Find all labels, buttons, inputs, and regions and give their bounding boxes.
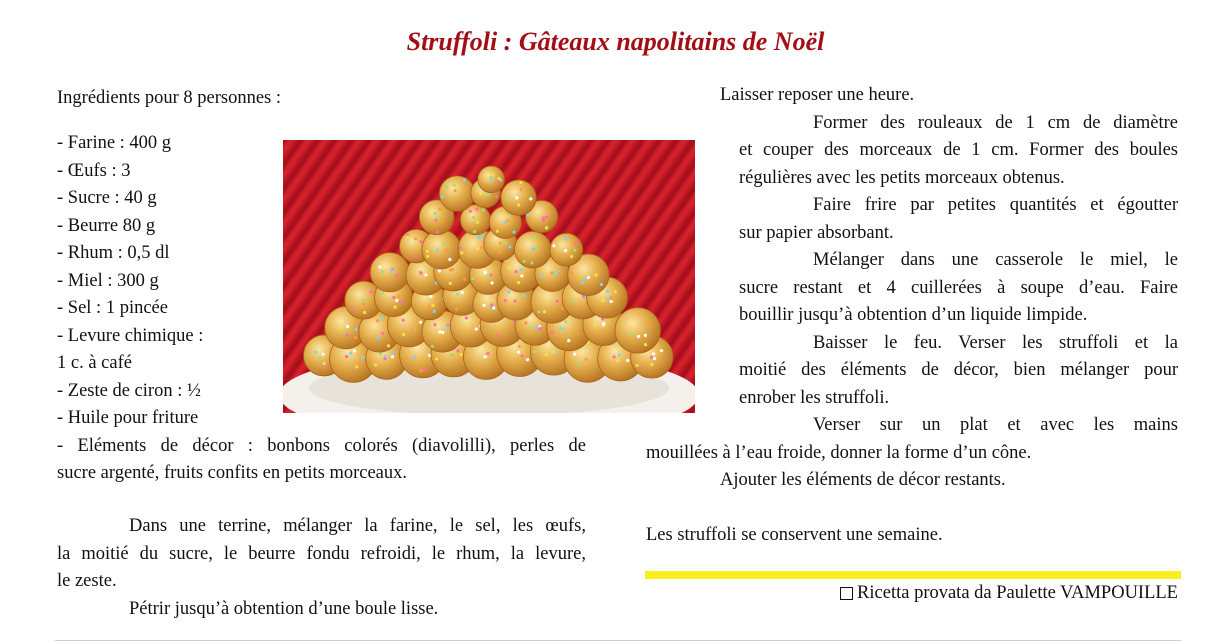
sprinkle xyxy=(539,274,542,277)
sprinkle xyxy=(650,363,653,366)
sprinkle xyxy=(660,349,663,352)
sprinkle xyxy=(587,276,590,279)
recipe-credit xyxy=(840,580,1178,608)
sprinkle xyxy=(529,197,532,200)
sprinkle xyxy=(414,255,417,258)
sprinkle xyxy=(595,274,598,277)
bottom-divider xyxy=(55,640,1181,641)
highlight-bar xyxy=(645,571,1181,579)
sprinkle xyxy=(545,226,548,229)
step-rest: Laisser reposer une heure. xyxy=(720,85,915,105)
sprinkle xyxy=(424,273,427,276)
sprinkle xyxy=(552,351,555,354)
sprinkle xyxy=(355,365,358,368)
sprinkle xyxy=(535,246,538,249)
sprinkle xyxy=(370,290,373,293)
sprinkle xyxy=(637,335,640,338)
sprinkle xyxy=(533,236,536,239)
sprinkle xyxy=(419,369,422,372)
sprinkle xyxy=(577,362,580,365)
sprinkle xyxy=(345,355,348,358)
sprinkle xyxy=(517,351,520,354)
sprinkle xyxy=(395,274,398,277)
sprinkle xyxy=(648,321,651,324)
sprinkle xyxy=(438,330,441,333)
ingredient-item: - Farine : 400 g xyxy=(57,133,172,153)
struffoli-ball xyxy=(439,176,474,211)
step-honey-line: sucre restant et 4 cuillerées à soupe d’eau. Faire xyxy=(739,277,1178,298)
sprinkle xyxy=(392,351,395,354)
sprinkle xyxy=(379,352,382,355)
sprinkle xyxy=(653,357,656,360)
sprinkle xyxy=(530,261,533,264)
sprinkle xyxy=(381,317,384,320)
step-shape-line: régulières avec les petits morceaux obtenus. xyxy=(739,167,1065,188)
sprinkle xyxy=(652,352,655,355)
sprinkle xyxy=(486,352,489,355)
sprinkle xyxy=(435,357,438,360)
sprinkle xyxy=(564,249,567,252)
sprinkle xyxy=(445,185,448,188)
decor-line: sucre argenté, fruits confits en petits morceaux. xyxy=(57,463,408,483)
sprinkle xyxy=(556,300,559,303)
sprinkle xyxy=(545,216,548,219)
sprinkle xyxy=(456,292,459,295)
sprinkle xyxy=(387,344,390,347)
sprinkle xyxy=(570,272,573,275)
sprinkle xyxy=(407,313,410,316)
sprinkle xyxy=(507,290,510,293)
sprinkle xyxy=(515,196,518,199)
sprinkle xyxy=(504,221,507,224)
sprinkle xyxy=(610,300,613,303)
step-mix-line: le zeste. xyxy=(57,571,117,591)
step-honey-line: bouillir jusqu’à obtention d’un liquide limpide. xyxy=(739,305,1088,325)
sprinkle xyxy=(453,189,456,192)
sprinkle xyxy=(391,269,394,272)
step-finish: Ajouter les éléments de décor restants. xyxy=(720,470,1006,490)
step-fry-line: sur papier absorbant. xyxy=(739,222,894,243)
sprinkle xyxy=(472,216,475,219)
sprinkle xyxy=(520,268,523,271)
sprinkle xyxy=(438,207,441,210)
sprinkle xyxy=(496,334,499,337)
sprinkle xyxy=(393,306,396,309)
sprinkle xyxy=(443,242,446,245)
sprinkle xyxy=(495,195,498,198)
sprinkle xyxy=(459,246,462,249)
sprinkle xyxy=(465,316,468,319)
sprinkle xyxy=(463,278,466,281)
sprinkle xyxy=(473,230,476,233)
sprinkle xyxy=(506,198,509,201)
sprinkle xyxy=(520,274,523,277)
sprinkle xyxy=(436,249,439,252)
sprinkle xyxy=(480,246,483,249)
sprinkle xyxy=(361,356,364,359)
struffoli-ball xyxy=(615,308,660,353)
sprinkle xyxy=(490,176,493,179)
step-knead: Pétrir jusqu’à obtention d’une boule lisse. xyxy=(129,598,439,619)
sprinkle xyxy=(613,355,616,358)
ingredient-item: 1 c. à café xyxy=(57,353,132,373)
sprinkle xyxy=(475,327,478,330)
sprinkle xyxy=(377,336,380,339)
sprinkle xyxy=(383,357,386,360)
ingredient-item: - Sucre : 40 g xyxy=(57,188,157,208)
sprinkle xyxy=(504,241,507,244)
sprinkle xyxy=(381,332,384,335)
sprinkle xyxy=(469,210,472,213)
sprinkle xyxy=(573,352,576,355)
sprinkle xyxy=(585,358,588,361)
sprinkle xyxy=(517,281,520,284)
sprinkle xyxy=(563,328,566,331)
recipe-title: Struffoli : Gâteaux napolitains de Noël xyxy=(406,27,825,56)
sprinkle xyxy=(456,349,459,352)
step-mix-line: la moitié du sucre, le beurre fondu refroidi, le rhum, la levure, xyxy=(57,543,586,564)
sprinkle xyxy=(346,325,349,328)
sprinkle xyxy=(496,230,499,233)
sprinkle xyxy=(314,351,317,354)
struffoli-photo xyxy=(283,140,695,413)
decor-line: - Eléments de décor : bonbons colorés (diavolilli), perles de xyxy=(57,435,586,456)
sprinkle xyxy=(492,306,495,309)
sprinkle xyxy=(550,272,553,275)
sprinkle xyxy=(614,290,617,293)
sprinkle xyxy=(558,272,561,275)
sprinkle xyxy=(363,311,366,314)
sprinkle xyxy=(573,249,576,252)
sprinkle xyxy=(431,345,434,348)
ingredient-item: - Sel : 1 pincée xyxy=(57,298,168,318)
sprinkle xyxy=(490,281,493,284)
sprinkle xyxy=(453,183,456,186)
sprinkle xyxy=(499,242,502,245)
sprinkle xyxy=(517,203,520,206)
sprinkle xyxy=(644,334,647,337)
sprinkle xyxy=(459,353,462,356)
sprinkle xyxy=(428,305,431,308)
sprinkle xyxy=(483,355,486,358)
sprinkle xyxy=(542,219,545,222)
sprinkle xyxy=(471,277,474,280)
sprinkle xyxy=(406,235,409,238)
sprinkle xyxy=(342,330,345,333)
sprinkle xyxy=(466,323,469,326)
sprinkle xyxy=(617,353,620,356)
sprinkle xyxy=(412,329,415,332)
sprinkle xyxy=(484,271,487,274)
sprinkle xyxy=(542,216,545,219)
sprinkle xyxy=(551,331,554,334)
sprinkle xyxy=(564,237,567,240)
sprinkle xyxy=(441,220,444,223)
sprinkle xyxy=(318,357,321,360)
sprinkle xyxy=(600,283,603,286)
sprinkle xyxy=(570,255,573,258)
step-lower-line: moitié des éléments de décor, bien mélanger pour xyxy=(739,360,1178,380)
sprinkle xyxy=(512,230,515,233)
sprinkle xyxy=(376,319,379,322)
sprinkle xyxy=(429,295,432,298)
sprinkle xyxy=(520,354,523,357)
sprinkle xyxy=(529,326,532,329)
sprinkle xyxy=(340,326,343,329)
sprinkle xyxy=(552,244,555,247)
sprinkle xyxy=(354,328,357,331)
sprinkle xyxy=(461,291,464,294)
step-mix-line: Dans une terrine, mélanger la farine, le sel, les œufs, xyxy=(129,516,586,536)
sprinkle xyxy=(522,294,525,297)
storage-note: Les struffoli se conservent une semaine. xyxy=(646,525,943,545)
ingredient-item: - Rhum : 0,5 dl xyxy=(57,243,170,263)
sprinkle xyxy=(545,353,548,356)
sprinkle xyxy=(441,195,444,198)
ingredient-item: - Œufs : 3 xyxy=(57,160,131,181)
sprinkle xyxy=(419,240,422,243)
sprinkle xyxy=(431,304,434,307)
step-shape-line: et couper des morceaux de 1 cm. Former des boules xyxy=(739,140,1178,160)
sprinkle xyxy=(362,299,365,302)
sprinkle xyxy=(413,356,416,359)
struffoli-ball xyxy=(422,230,461,269)
sprinkle xyxy=(477,236,480,239)
sprinkle xyxy=(497,177,500,180)
sprinkle xyxy=(391,355,394,358)
ingredient-item: - Levure chimique : xyxy=(57,325,204,346)
sprinkle xyxy=(616,359,619,362)
sprinkle xyxy=(630,325,633,328)
sprinkle xyxy=(446,326,449,329)
sprinkle xyxy=(476,221,479,224)
sprinkle xyxy=(526,358,529,361)
ingredient-item: - Miel : 300 g xyxy=(57,270,159,291)
sprinkle xyxy=(508,245,511,248)
sprinkle xyxy=(399,301,402,304)
sprinkle xyxy=(354,336,357,339)
sprinkle xyxy=(362,303,365,306)
sprinkle xyxy=(460,251,463,254)
sprinkle xyxy=(602,323,605,326)
sprinkle xyxy=(381,270,384,273)
sprinkle xyxy=(426,250,429,253)
sprinkle xyxy=(629,333,632,336)
sprinkle xyxy=(448,258,451,261)
sprinkle xyxy=(499,251,502,254)
sprinkle xyxy=(483,304,486,307)
step-honey-line: Mélanger dans une casserole le miel, le xyxy=(813,250,1178,270)
ingredient-item: - Zeste de ciron : ½ xyxy=(57,380,201,401)
sprinkle xyxy=(433,212,436,215)
sprinkle xyxy=(524,321,527,324)
sprinkle xyxy=(433,310,436,313)
sprinkle xyxy=(515,270,518,273)
sprinkle xyxy=(351,307,354,310)
ingredient-item: - Beurre 80 g xyxy=(57,215,156,236)
sprinkle xyxy=(520,188,523,191)
sprinkle xyxy=(537,310,540,313)
step-fry-line: Faire frire par petites quantités et égoutter xyxy=(813,195,1178,215)
sprinkle xyxy=(523,260,526,263)
sprinkle xyxy=(402,319,405,322)
sprinkle xyxy=(508,266,511,269)
sprinkle xyxy=(353,349,356,352)
sprinkle xyxy=(323,366,326,369)
sprinkle xyxy=(476,247,479,250)
sprinkle xyxy=(533,350,536,353)
sprinkle xyxy=(567,339,570,342)
checkbox-icon xyxy=(840,587,853,600)
sprinkle xyxy=(479,192,482,195)
sprinkle xyxy=(490,274,493,277)
sprinkle xyxy=(504,215,507,218)
sprinkle xyxy=(581,281,584,284)
sprinkle xyxy=(436,230,439,233)
sprinkle xyxy=(481,208,484,211)
sprinkle xyxy=(381,291,384,294)
sprinkle xyxy=(635,364,638,367)
sprinkle xyxy=(601,299,604,302)
sprinkle xyxy=(433,323,436,326)
sprinkle xyxy=(650,356,653,359)
sprinkle xyxy=(349,352,352,355)
sprinkle xyxy=(518,345,521,348)
sprinkle xyxy=(378,265,381,268)
ingredient-item: - Huile pour friture xyxy=(57,408,199,428)
sprinkle xyxy=(543,310,546,313)
sprinkle xyxy=(455,308,458,311)
sprinkle xyxy=(535,325,538,328)
sprinkle xyxy=(571,298,574,301)
sprinkle xyxy=(531,248,534,251)
step-pour-line: Verser sur un plat et avec les mains xyxy=(813,415,1178,435)
sprinkle xyxy=(449,282,452,285)
sprinkle xyxy=(559,327,562,330)
step-shape-line: Former des rouleaux de 1 cm de diamètre xyxy=(813,112,1178,133)
sprinkle xyxy=(626,359,629,362)
credit-text: Ricetta provata da Paulette VAMPOUILLE xyxy=(857,583,1178,603)
sprinkle xyxy=(475,208,478,211)
sprinkle xyxy=(606,290,609,293)
sprinkle xyxy=(434,219,437,222)
sprinkle xyxy=(644,343,647,346)
sprinkle xyxy=(397,294,400,297)
sprinkle xyxy=(395,299,398,302)
sprinkle xyxy=(322,353,325,356)
sprinkle xyxy=(419,272,422,275)
sprinkle xyxy=(504,299,507,302)
ingredients-intro: Ingrédients pour 8 personnes : xyxy=(57,88,282,108)
sprinkle xyxy=(490,303,493,306)
sprinkle xyxy=(594,323,597,326)
sprinkle xyxy=(423,368,426,371)
sprinkle xyxy=(449,268,452,271)
sprinkle xyxy=(359,363,362,366)
step-lower-line: Baisser le feu. Verser les struffoli et la xyxy=(813,332,1178,353)
sprinkle xyxy=(463,178,466,181)
sprinkle xyxy=(441,331,444,334)
sprinkle xyxy=(374,364,377,367)
step-lower-line: enrober les struffoli. xyxy=(739,387,890,408)
sprinkle xyxy=(438,269,441,272)
sprinkle xyxy=(414,237,417,240)
sprinkle xyxy=(519,181,522,184)
sprinkle xyxy=(444,248,447,251)
sprinkle xyxy=(490,179,493,182)
sprinkle xyxy=(456,184,459,187)
sprinkle xyxy=(402,333,405,336)
sprinkle xyxy=(514,299,517,302)
sprinkle xyxy=(486,193,489,196)
sprinkle xyxy=(426,255,429,258)
sprinkle xyxy=(450,353,453,356)
sprinkle xyxy=(538,327,541,330)
sprinkle xyxy=(564,320,567,323)
sprinkle xyxy=(346,333,349,336)
sprinkle xyxy=(561,307,564,310)
sprinkle xyxy=(419,321,422,324)
sprinkle xyxy=(323,362,326,365)
sprinkle xyxy=(481,235,484,238)
step-pour-line: mouillées à l’eau froide, donner la forme d’un cône. xyxy=(646,442,1032,463)
sprinkle xyxy=(610,296,613,299)
sprinkle xyxy=(575,242,578,245)
sprinkle xyxy=(392,296,395,299)
